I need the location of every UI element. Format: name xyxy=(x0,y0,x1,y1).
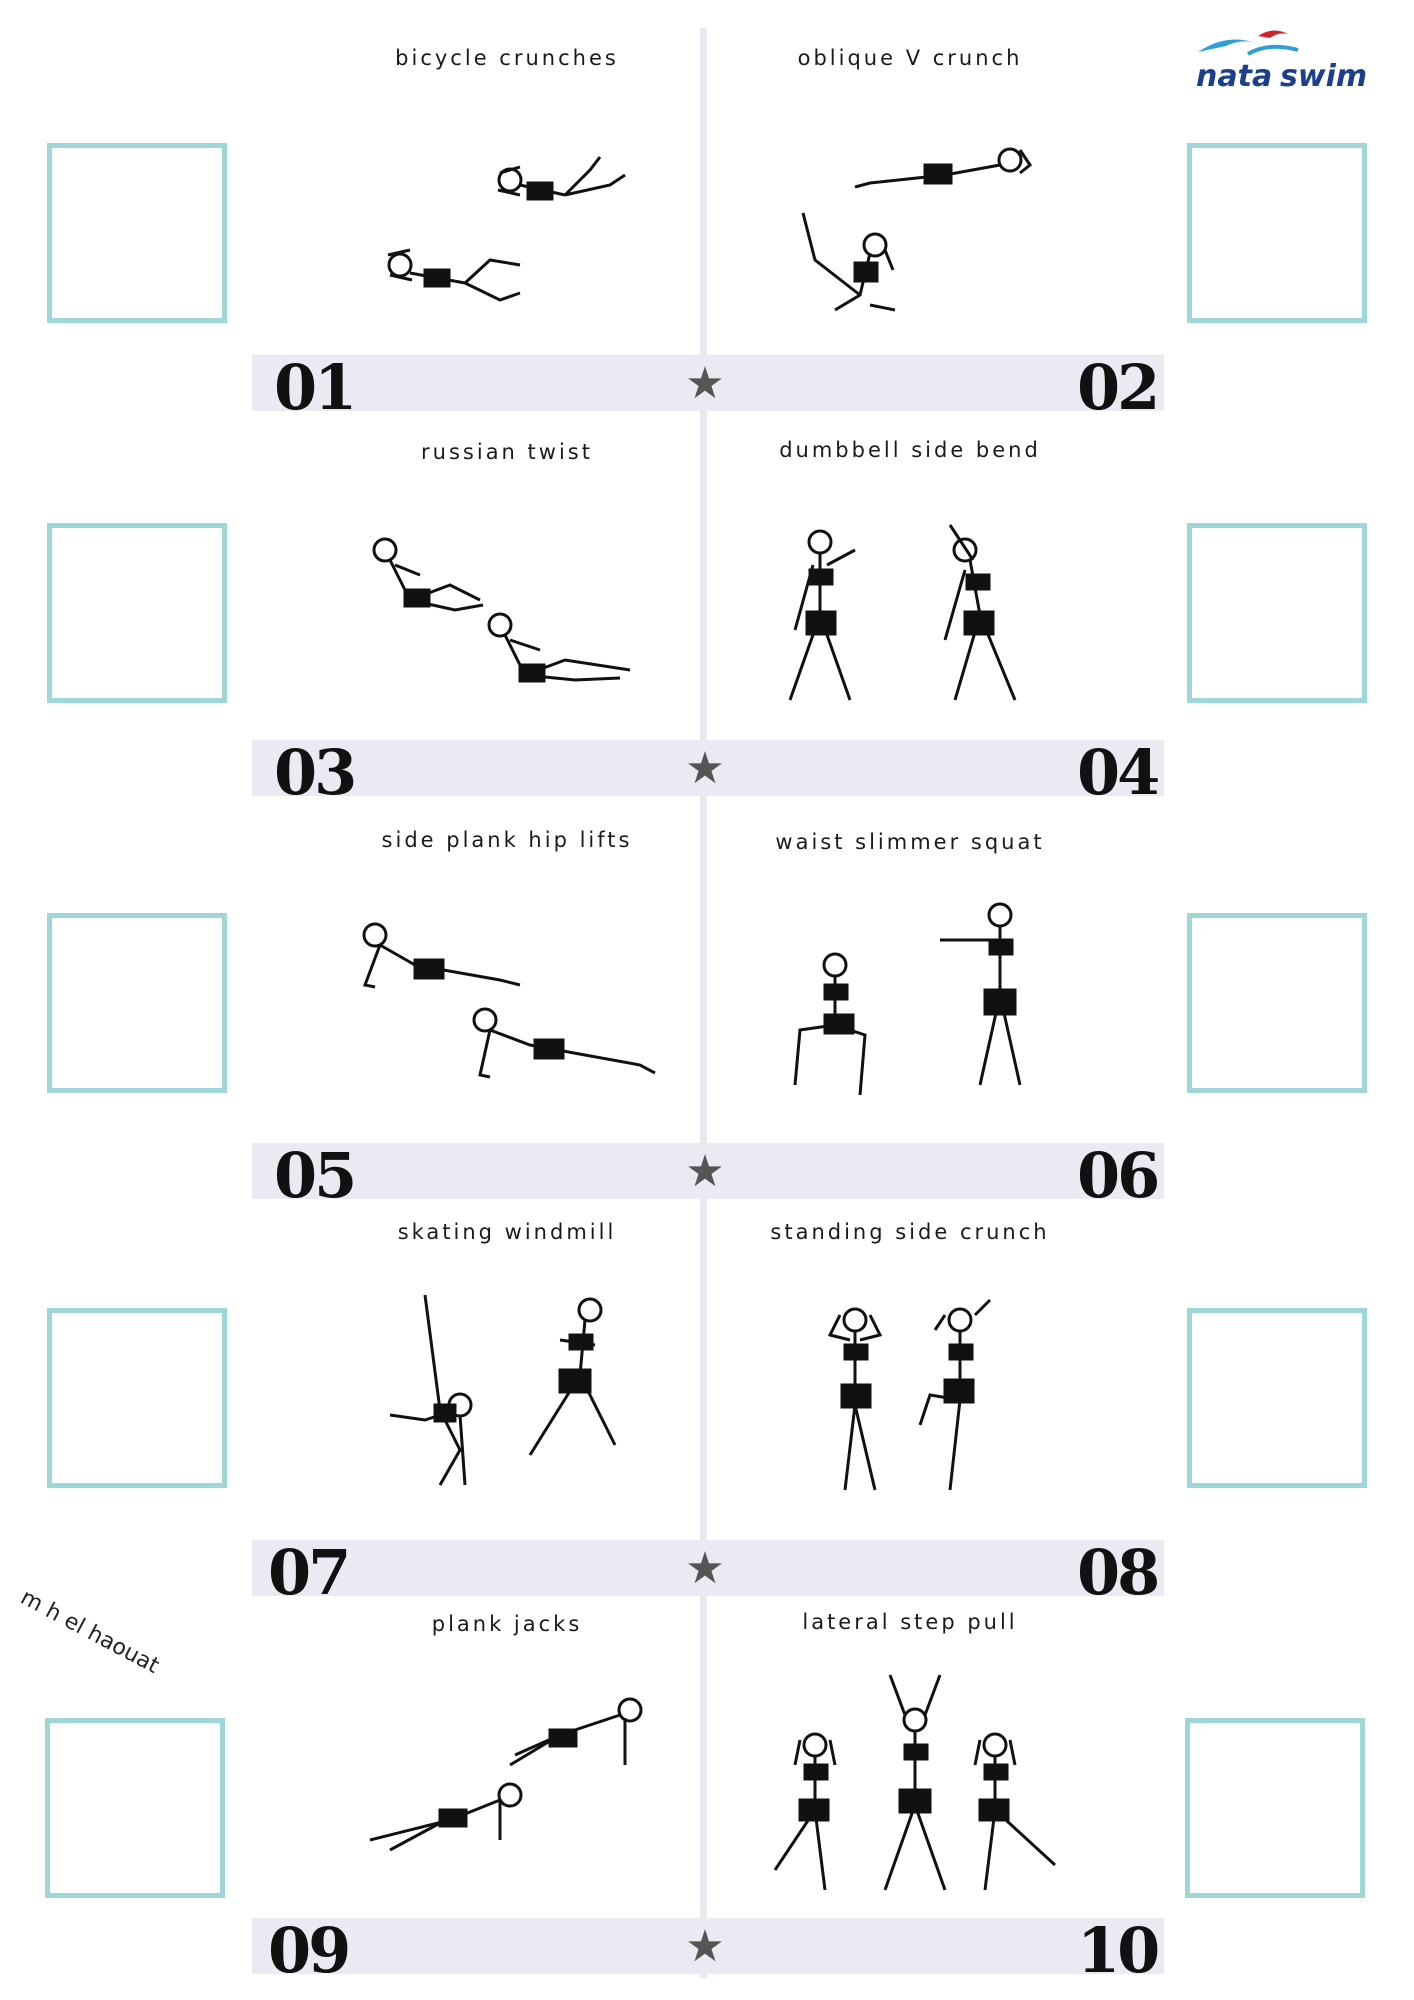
logo-text-left: nata xyxy=(1196,59,1273,94)
illustration-side-plank-hip-lifts xyxy=(355,915,665,1095)
signature: m h el haouat xyxy=(16,1585,164,1679)
center-divider xyxy=(700,28,707,1978)
star-icon: ★ xyxy=(685,1921,725,1972)
exercise-title-01: bicycle crunches xyxy=(395,46,619,70)
checkbox-04[interactable] xyxy=(1187,523,1367,703)
checkbox-07[interactable] xyxy=(47,1308,227,1488)
illustration-bicycle-crunches xyxy=(370,125,650,325)
exercise-number-05: 05 xyxy=(274,1139,355,1212)
exercise-title-08: standing side crunch xyxy=(770,1220,1050,1244)
illustration-dumbbell-side-bend xyxy=(775,520,1055,710)
exercise-title-06: waist slimmer squat xyxy=(775,830,1045,854)
checkbox-05[interactable] xyxy=(47,913,227,1093)
exercise-title-04: dumbbell side bend xyxy=(779,438,1041,462)
exercise-number-07: 07 xyxy=(268,1536,349,1609)
star-icon: ★ xyxy=(685,743,725,794)
exercise-title-02: oblique V crunch xyxy=(797,46,1023,70)
checkbox-03[interactable] xyxy=(47,523,227,703)
exercise-number-09: 09 xyxy=(268,1914,349,1987)
exercise-title-09: plank jacks xyxy=(431,1612,583,1636)
star-icon: ★ xyxy=(685,358,725,409)
illustration-standing-side-crunch xyxy=(810,1290,1030,1500)
illustration-waist-slimmer-squat xyxy=(780,900,1050,1100)
checkbox-08[interactable] xyxy=(1187,1308,1367,1488)
star-icon: ★ xyxy=(685,1543,725,1594)
checkbox-02[interactable] xyxy=(1187,143,1367,323)
star-icon: ★ xyxy=(685,1146,725,1197)
exercise-number-06: 06 xyxy=(1077,1139,1158,1212)
exercise-number-08: 08 xyxy=(1077,1536,1158,1609)
exercise-title-10: lateral step pull xyxy=(802,1610,1018,1634)
illustration-lateral-step-pull xyxy=(755,1670,1065,1900)
checkbox-01[interactable] xyxy=(47,143,227,323)
checkbox-06[interactable] xyxy=(1187,913,1367,1093)
checkbox-09[interactable] xyxy=(45,1718,225,1898)
illustration-russian-twist xyxy=(365,530,645,700)
exercise-number-10: 10 xyxy=(1077,1914,1158,1987)
exercise-title-05: side plank hip lifts xyxy=(381,828,633,852)
illustration-plank-jacks xyxy=(360,1690,660,1870)
exercise-title-07: skating windmill xyxy=(397,1220,617,1244)
exercise-title-03: russian twist xyxy=(421,440,593,464)
exercise-number-03: 03 xyxy=(274,736,355,809)
logo-text-right: swim xyxy=(1280,59,1368,94)
illustration-oblique-v-crunch xyxy=(775,125,1055,325)
nataswim-logo xyxy=(1188,24,1368,94)
exercise-number-01: 01 xyxy=(274,351,355,424)
exercise-number-02: 02 xyxy=(1077,351,1158,424)
exercise-number-04: 04 xyxy=(1077,736,1158,809)
checkbox-10[interactable] xyxy=(1185,1718,1365,1898)
illustration-skating-windmill xyxy=(380,1290,640,1500)
